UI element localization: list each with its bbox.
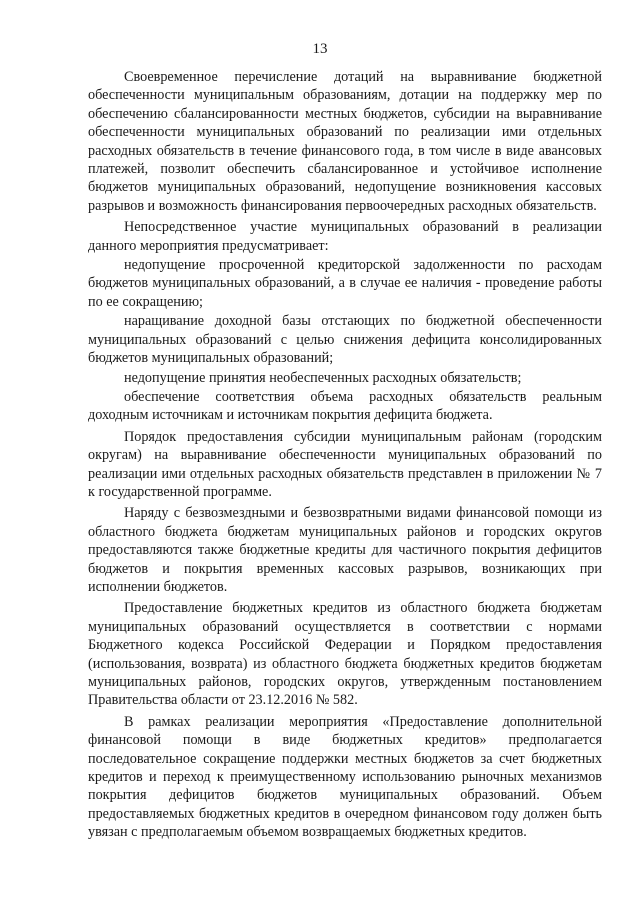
list-item-unfunded-obligations: недопущение принятия необеспеченных расходных обязательств; — [124, 369, 522, 386]
paragraph-credit-provision: Предоставление бюджетных кредитов из областного бюджета бюджетам муниципальных образований осуществляется в соответствии с нормами Бюджетного кодекса Российской Федерации и Порядком предоставления (использования, возврата) из областного бюджета бюджетных кредитов бюджетам муниципальных районов, городских округов, утвержденным постановлением Правительства области от 23.12.2016 № 582. — [88, 600, 602, 709]
paragraph-subsidy-procedure: Порядок предоставления субсидии муниципальным районам (городским округам) на выравнивание обеспеченности муниципальных образований по реализации ими отдельных расходных обязательств представлен в приложении № 7 к государственной программе. — [88, 428, 602, 500]
list-item-overdue-debt: недопущение просроченной кредиторской задолженности по расходам бюджетов муниципальных образований, а в случае ее наличия - проведение работы по ее сокращению; — [88, 257, 602, 310]
paragraph-additional-assistance: В рамках реализации мероприятия «Предоставление дополнительной финансовой помощи в виде бюджетных кредитов» предполагается последовательное сокращение поддержки местных бюджетов за счет бюджетных кредитов и переход к преимущественному использованию рыночных механизмов покрытия дефицитов бюджетов муниципальных образований. Объем предоставляемых бюджетных кредитов в очередном финансовом году должен быть увязан с предполагаемым объемом возвращаемых бюджетных кредитов. — [88, 713, 602, 841]
paragraph-participation-intro: Непосредственное участие муниципальных образований в реализации данного мероприятия предусматривает: — [88, 219, 602, 254]
page-number: 13 — [312, 41, 328, 57]
paragraph-subsidy-transfer: Своевременное перечисление дотаций на выравнивание бюджетной обеспеченности муниципальным образованиям, дотации на поддержку мер по обеспечению сбалансированности местных бюджетов, субсидии на выравнивание обеспеченности муниципальных образований по реализации ими отдельных расходных обязательств в течение финансового года, в том числе в виде авансовых платежей, позволит обеспечить сбалансированное и устойчивое исполнение бюджетов муниципальных образований, недопущение возникновения кассовых разрывов и возможность финансирования первоочередных расходных обязательств. — [88, 69, 602, 214]
paragraph-budget-credits: Наряду с безвозмездными и безвозвратными видами финансовой помощи из областного бюджета бюджетам муниципальных районов и городских округов предоставляются также бюджетные кредиты для частичного покрытия дефицитов бюджетов и покрытия временных кассовых разрывов, возникающих при исполнении бюджетов. — [88, 505, 602, 595]
list-item-revenue-base: наращивание доходной базы отстающих по бюджетной обеспеченности муниципальных образований с целью снижения дефицита консолидированных бюджетов муниципальных образований; — [88, 313, 602, 367]
list-item-obligations-match: обеспечение соответствия объема расходных обязательств реальным доходным источникам и источникам покрытия дефицита бюджета. — [88, 388, 602, 424]
document-body — [88, 68, 602, 843]
